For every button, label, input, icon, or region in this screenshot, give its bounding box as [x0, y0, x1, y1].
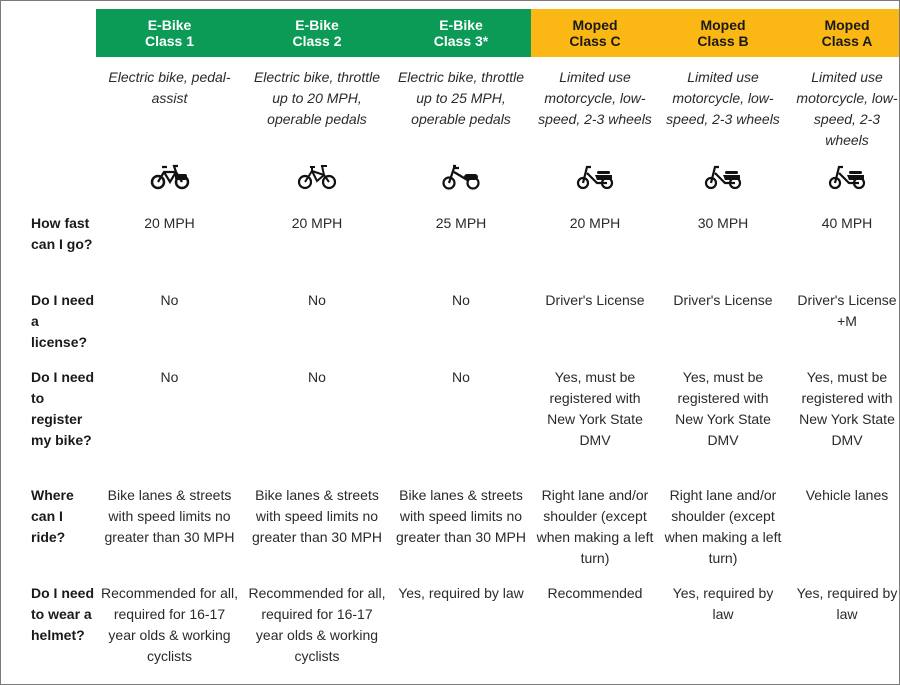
header-class: Class C — [569, 33, 621, 49]
register-cell: No — [308, 369, 326, 385]
helmet-cell: Recommended for all, required for 16-17 year olds & working cyclists — [101, 585, 238, 664]
register-cell: No — [452, 369, 470, 385]
description-cell: Limited use motorcycle, low-speed, 2-3 wheels — [796, 69, 898, 148]
header-name: E-Bike — [295, 17, 339, 33]
moped-icon — [827, 161, 867, 191]
license-cell: Driver's License — [545, 292, 645, 308]
header-name: E-Bike — [147, 17, 192, 33]
question-speed: How fast can I go? — [31, 215, 93, 252]
description-cell: Limited use motorcycle, low-speed, 2-3 wheels — [666, 69, 780, 127]
question-register: Do I need to register my bike? — [31, 369, 95, 448]
header-class: Class 1 — [144, 33, 195, 49]
header-class: Class B — [697, 33, 749, 49]
ebike-icon — [150, 161, 190, 191]
register-cell: No — [160, 369, 179, 385]
header-corner — [1, 9, 96, 57]
moped-icon — [703, 161, 743, 191]
speed-cell: 20 MPH — [144, 215, 195, 231]
icon-cell — [243, 149, 391, 205]
ebike-icon — [297, 161, 337, 191]
license-cell: Driver's License +M — [797, 292, 897, 329]
helmet-cell: Recommended for all, required for 16-17 year olds & working cyclists — [248, 585, 386, 664]
header-moped-class-b — [659, 9, 787, 57]
ride-cell: Bike lanes & streets with speed limits no greater than 30 MPH — [396, 487, 526, 545]
description-label — [1, 57, 96, 149]
header-name: Moped — [824, 17, 870, 33]
header-ebike-class-3 — [391, 9, 531, 57]
description-cell: Electric bike, pedal-assist — [108, 69, 231, 106]
speed-cell: 25 MPH — [435, 215, 487, 231]
header-name: E-Bike — [439, 17, 483, 33]
scooter-icon — [441, 161, 481, 191]
register-cell: Yes, must be registered with New York State DMV — [799, 369, 895, 448]
icon-cell — [96, 149, 243, 205]
description-cell: Limited use motorcycle, low-speed, 2-3 wheels — [538, 69, 652, 127]
license-cell: No — [308, 292, 326, 308]
register-cell: Yes, must be registered with New York State DMV — [675, 369, 771, 448]
header-ebike-class-1 — [96, 9, 243, 57]
ride-cell: Bike lanes & streets with speed limits no greater than 30 MPH — [104, 487, 235, 545]
icon-cell — [531, 149, 659, 205]
ride-cell: Vehicle lanes — [805, 487, 889, 503]
license-cell: No — [452, 292, 470, 308]
question-license: Do I need a license? — [31, 292, 95, 350]
header-class: Class 2 — [292, 33, 342, 49]
helmet-cell: Yes, required by law — [672, 585, 774, 622]
icon-cell — [391, 149, 531, 205]
license-cell: No — [160, 292, 179, 308]
speed-cell: 40 MPH — [821, 215, 873, 231]
header-class: Class 3* — [433, 33, 489, 49]
register-cell: Yes, must be registered with New York State DMV — [547, 369, 643, 448]
header-moped-class-a — [787, 9, 900, 57]
icon-label — [1, 149, 96, 205]
speed-cell: 30 MPH — [697, 215, 749, 231]
icon-cell — [659, 149, 787, 205]
moped-icon — [575, 161, 615, 191]
ride-cell: Right lane and/or shoulder (except when making a left turn) — [536, 487, 654, 566]
comparison-table — [1, 9, 900, 675]
header-name: Moped — [700, 17, 746, 33]
question-ride: Where can I ride? — [31, 487, 74, 545]
speed-cell: 20 MPH — [291, 215, 343, 231]
helmet-cell: Yes, required by law — [796, 585, 898, 622]
license-cell: Driver's License — [673, 292, 773, 308]
description-cell: Electric bike, throttle up to 20 MPH, operable pedals — [253, 69, 381, 127]
icon-cell — [787, 149, 900, 205]
header-moped-class-c — [531, 9, 659, 57]
ride-cell: Right lane and/or shoulder (except when making a left turn) — [664, 487, 782, 566]
description-cell: Electric bike, throttle up to 25 MPH, operable pedals — [397, 69, 525, 127]
ride-cell: Bike lanes & streets with speed limits no greater than 30 MPH — [252, 487, 382, 545]
speed-cell: 20 MPH — [569, 215, 621, 231]
helmet-cell: Recommended — [547, 585, 643, 601]
question-helmet: Do I need to wear a helmet? — [31, 585, 95, 643]
header-class: Class A — [821, 33, 873, 49]
helmet-cell: Yes, required by law — [398, 585, 524, 601]
header-ebike-class-2 — [243, 9, 391, 57]
header-name: Moped — [572, 17, 618, 33]
